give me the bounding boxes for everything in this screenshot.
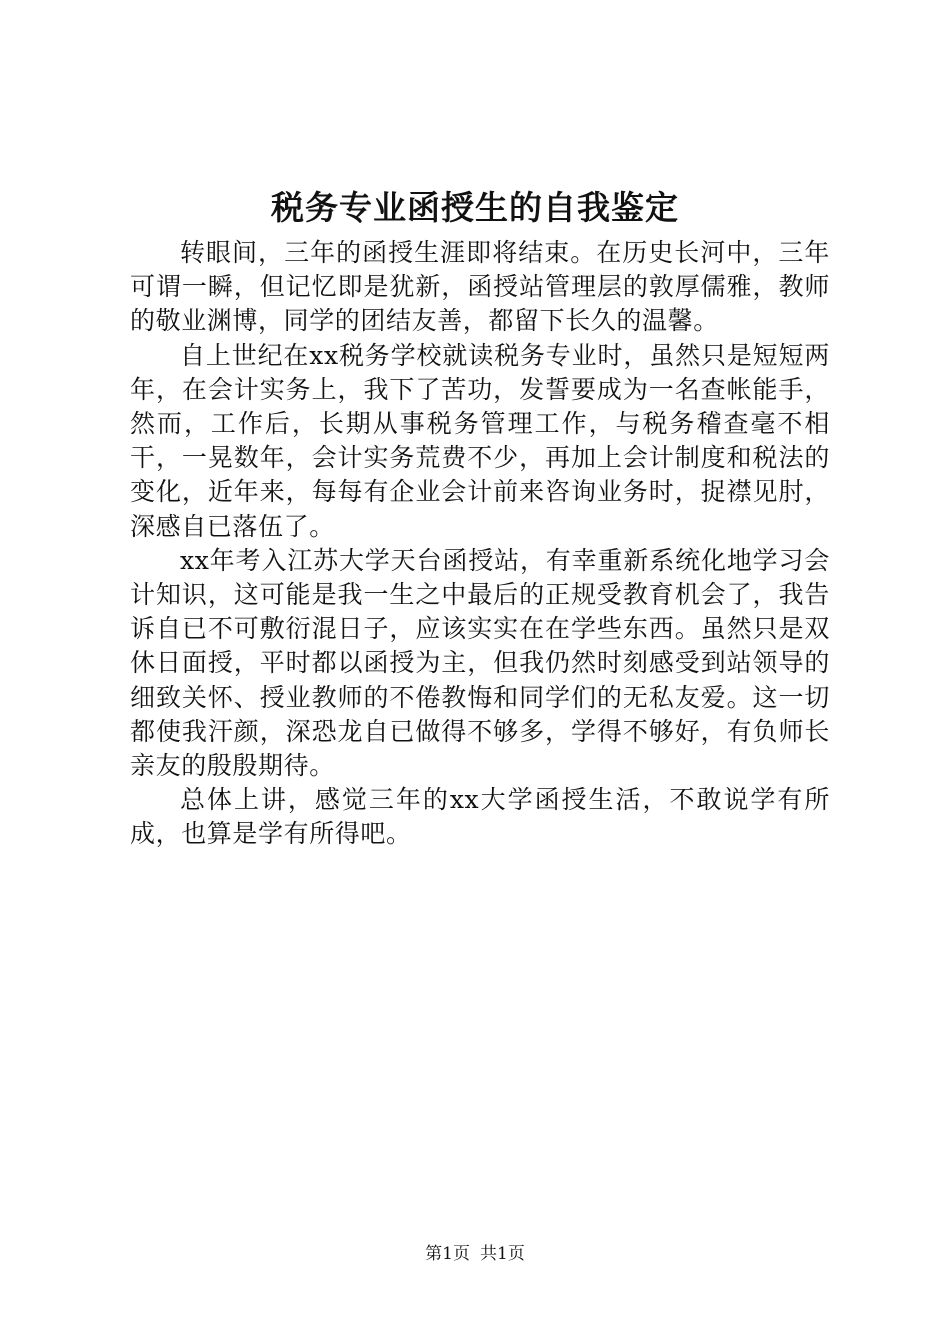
page-footer xyxy=(0,1243,950,1265)
paragraph-4: 总体上讲，感觉三年的xx大学函授生活，不敢说学有所成，也算是学有所得吧。 xyxy=(130,785,830,849)
page-total: 共1页 xyxy=(480,1244,525,1264)
document-title: 税务专业函授生的自我鉴定 xyxy=(271,188,679,227)
page-number: 第1页 xyxy=(425,1244,470,1264)
paragraph-1: 转眼间，三年的函授生涯即将结束。在历史长河中，三年可谓一瞬，但记忆即是犹新，函授站管理层的敦厚儒雅，教师的敬业渊博，同学的团结友善，都留下长久的温馨。 xyxy=(130,238,830,336)
paragraph-2: 自上世纪在xx税务学校就读税务专业时，虽然只是短短两年，在会计实务上，我下了苦功，发誓要成为一名查帐能手，然而，工作后，长期从事税务管理工作，与税务稽查毫不相干，一晃数年，会计实务荒费不少，再加上会计制度和税法的变化，近年来，每每有企业会计前来咨询业务时，捉襟见肘，深感自已落伍了。 xyxy=(130,340,830,541)
paragraph-3: xx年考入江苏大学天台函授站，有幸重新系统化地学习会计知识，这可能是我一生之中最后的正规受教育机会了，我告诉自已不可敷衍混日子，应该实实在在学些东西。虽然只是双休日面授，平时都以函授为主，但我仍然时刻感受到站领导的细致关怀、授业教师的不倦教悔和同学们的无私友爱。这一切都使我汗颜，深恐龙自已做得不够多，学得不够好，有负师长亲友的殷殷期待。 xyxy=(130,545,830,781)
document-body xyxy=(130,236,830,852)
